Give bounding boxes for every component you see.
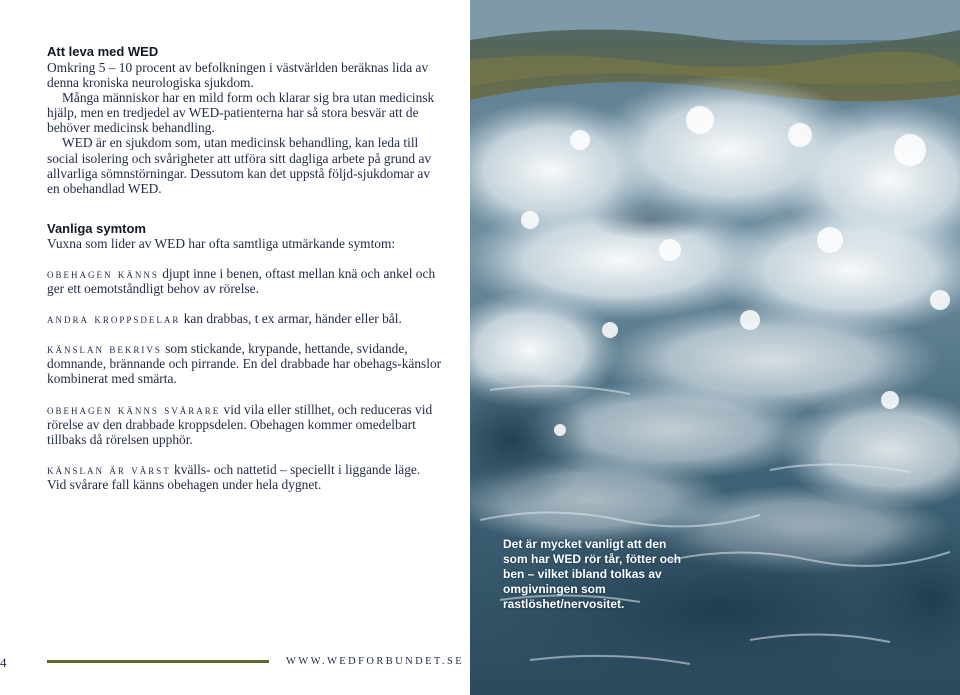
- symptom-text: vid vila eller stillhet, och reduceras vid rörelse av den drabbade kroppsdelen. Obehagen kommer omedelbart tillbaks då rörelsen upphör.: [47, 401, 433, 447]
- text-column: [47, 44, 442, 492]
- paragraph-symptoms-intro: Vuxna som lider av WED har ofta samtliga utmärkande symtom:: [47, 235, 396, 251]
- symptom-lead: känslan är värst: [47, 461, 171, 477]
- paragraph-prevalence: Omkring 5 – 10 procent av befolkningen i västvärlden beräknas lida av denna kroniska neurologiska sjukdom.: [47, 60, 429, 91]
- symptom-lead: obehagen känns: [47, 265, 159, 281]
- paragraph-mild-form: Många människor har en mild form och klarar sig bra utan medicinsk hjälp, men en tredjedel av WED-patienterna har så stora besvär att de behöver medicinsk behandling.: [47, 90, 435, 136]
- paragraph-consequences: WED är en sjukdom som, utan medicinsk behandling, kan leda till social isolering och svårigheter att utföra sitt dagliga arbete på grund av allvarliga sömnstörningar. Dessutom kan det uppstå följd-sjukdomar av en obehandlad WED.: [47, 135, 432, 196]
- footer-divider: [47, 660, 269, 663]
- symptom-item: [47, 402, 442, 447]
- symptom-text: som stickande, krypande, hettande, svidande, domnande, brännande och pirrande. En del drabbade har obehags-känslor kombinerat med smärta.: [47, 341, 442, 387]
- symptom-item: [47, 266, 442, 296]
- symptom-text: kvälls- och nattetid – speciellt i liggande läge. Vid svårare fall känns obehagen under hela dygnet.: [47, 461, 421, 492]
- symptom-lead: obehagen känns svårare: [47, 401, 221, 417]
- symptom-lead: känslan bekrivs: [47, 341, 162, 357]
- symptom-text: kan drabbas, t ex armar, händer eller bål.: [180, 311, 402, 327]
- symptom-lead: andra kroppsdelar: [47, 311, 181, 327]
- section-heading-symptoms: Vanliga symtom: [47, 220, 146, 236]
- website-link[interactable]: WWW.WEDFORBUNDET.SE: [286, 656, 465, 667]
- symptom-item: [47, 462, 442, 492]
- symptom-item: [47, 341, 442, 386]
- symptom-item: [47, 311, 442, 326]
- section-heading-living: Att leva med WED: [47, 44, 159, 59]
- page-number: 4: [0, 655, 7, 670]
- photo-caption: Det är mycket vanligt att den som har WED rör tår, fötter och ben – vilket ibland tolkas av omgivningen som rastlöshet/nervositet.: [503, 537, 682, 611]
- symptom-text: djupt inne i benen, oftast mellan knä och ankel och ger ett oemotståndligt behov av rörelse.: [47, 265, 436, 297]
